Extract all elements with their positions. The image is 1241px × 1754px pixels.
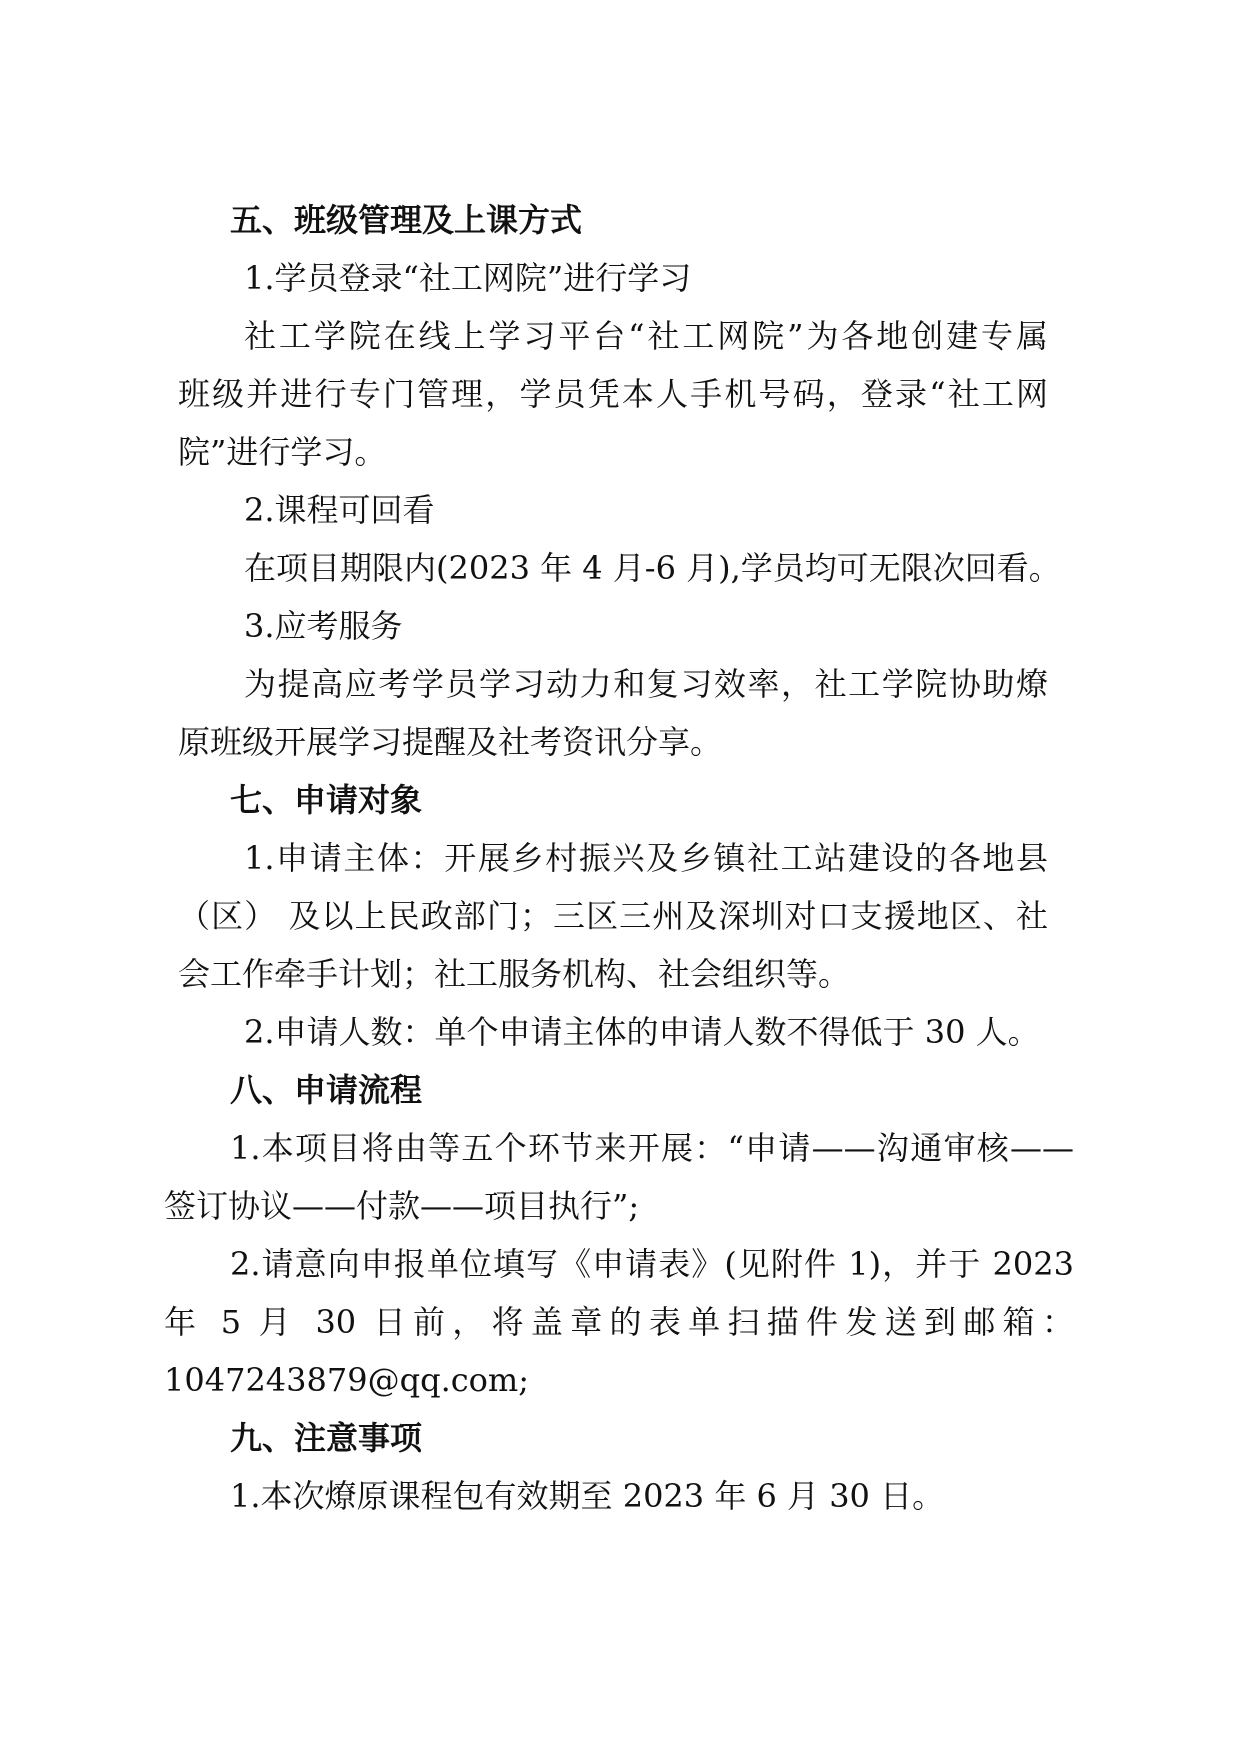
item-applicant-count: 2.申请人数：单个申请主体的申请人数不得低于 30 人。	[244, 1013, 1040, 1051]
item-applicant-subject-line-3: 会工作牵手计划；社工服务机构、社会组织等。	[178, 955, 851, 993]
contact-email: 1047243879@qq.com;	[164, 1361, 530, 1399]
section-heading-class-management: 五、班级管理及上课方式	[230, 201, 583, 239]
item-notes-validity: 1.本次燎原课程包有效期至 2023 年 6 月 30 日。	[230, 1477, 945, 1515]
item-login-body-line-2: 班级并进行专门管理，学员凭本人手机号码，登录“社工网	[178, 375, 1048, 413]
item-applicant-subject-line-1: 1.申请主体：开展乡村振兴及乡镇社工站建设的各地县	[244, 839, 1048, 877]
item-process-steps-line-2: 签订协议——付款——项目执行”;	[164, 1187, 640, 1225]
item-replay-body: 在项目期限内(2023 年 4 月-6 月),学员均可无限次回看。	[244, 549, 1061, 587]
item-login-title: 1.学员登录“社工网院”进行学习	[244, 259, 692, 297]
section-heading-notes: 九、注意事项	[230, 1419, 423, 1457]
item-replay-title: 2.课程可回看	[244, 491, 435, 529]
item-exam-body-line-1: 为提高应考学员学习动力和复习效率，社工学院协助燎	[244, 665, 1048, 703]
item-process-form-line-1: 2.请意向申报单位填写《申请表》(见附件 1)，并于 2023	[230, 1245, 1074, 1283]
item-exam-title: 3.应考服务	[244, 607, 403, 645]
item-applicant-subject-line-2: （区） 及以上民政部门；三区三州及深圳对口支援地区、社	[178, 897, 1048, 935]
item-exam-body-line-2: 原班级开展学习提醒及社考资讯分享。	[178, 723, 723, 761]
item-login-body-line-1: 社工学院在线上学习平台“社工网院”为各地创建专属	[244, 317, 1048, 355]
section-heading-applicants: 七、申请对象	[230, 781, 423, 819]
section-heading-process: 八、申请流程	[230, 1071, 423, 1109]
item-process-form-line-2: 年 5 月 30 日前，将盖章的表单扫描件发送到邮箱：	[164, 1303, 1074, 1341]
item-login-body-line-3: 院”进行学习。	[178, 433, 387, 471]
item-process-steps-line-1: 1.本项目将由等五个环节来开展：“申请——沟通审核——	[230, 1129, 1074, 1167]
